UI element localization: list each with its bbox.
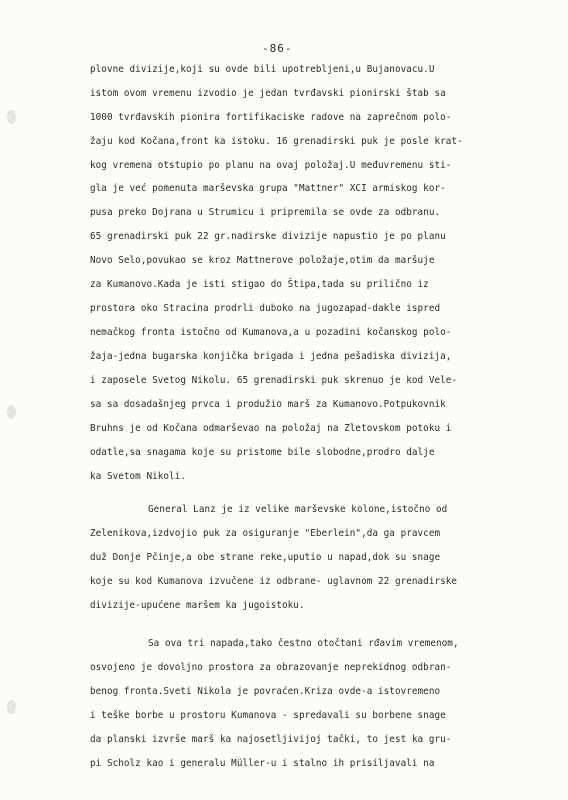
text-line: prostora oko Stracina prodrli duboko na jugozapad-dakle ispred — [90, 303, 441, 314]
text-line: da planski izvrše marš ka najosetljivijoj tački, to jest ka gru- — [90, 734, 452, 745]
text-line: sa sa dosadašnjeg prvca i produžio marš za Kumanovo.Potpukovnik — [90, 399, 446, 410]
punch-hole — [7, 700, 16, 714]
text-line: Sa ova tri napada,tako čestno otočtani rđavim vremenom, — [148, 638, 459, 649]
text-line: plovne divizije,koji su ovde bili upotrebljeni,u Bujanovacu.U — [90, 64, 435, 75]
text-line: Bruhns je od Kočana odmarševao na položaj na Zletovskom potoku i — [90, 423, 452, 434]
text-line: kog vremena otstupio po planu na ovaj položaj.U međuvremenu sti- — [90, 160, 452, 171]
punch-hole — [7, 110, 16, 124]
text-line: nemačkog fronta istočno od Kumanova,a u pozadini kočanskog polo- — [90, 327, 452, 338]
text-line: žaja-jedna bugarska konjička brigada i jedna pešadiska divizija, — [90, 351, 452, 362]
text-line: osvojeno je dovoljno prostora za obrazovanje neprekidnog odbran- — [90, 662, 452, 673]
text-line: ka Svetom Nikoli. — [90, 471, 187, 482]
text-line: koje su kod Kumanova izvučene iz odbrane- uglavnom 22 grenadirske — [90, 576, 458, 587]
text-line: za Kumanovo.Kada je isti stigao do Štipa,tada su prilično iz — [90, 279, 429, 290]
text-line: i teške borbe u prostoru Kumanova - spredavali su borbene snage — [90, 710, 446, 721]
text-line: gla je već pomenuta marševska grupa "Mattner" XCI armiskog kor- — [90, 183, 446, 194]
text-line: divizije-upućene maršem ka jugoistoku. — [90, 600, 305, 611]
text-line: Novo Selo,povukao se kroz Mattnerove položaje,otim da maršuje — [90, 255, 435, 266]
text-line: pusa preko Dojrana u Strumicu i pripremila se ovde za odbranu. — [90, 207, 441, 218]
text-line: istom ovom vremenu izvodio je jedan tvrđavski pionirski štab sa — [90, 88, 446, 99]
text-line: benog fronta.Sveti Nikola je povraćen.Kriza ovde-a istovremeno — [90, 686, 441, 697]
page-number: -86- — [262, 42, 293, 55]
text-line: žaju kod Kočana,front ka istoku. 16 grenadirski puk je posle krat- — [90, 136, 463, 147]
text-line: 65 grenadirski puk 22 gr.nadirske divizije napustio je po planu — [90, 231, 446, 242]
text-line: i zaposele Svetog Nikolu. 65 grenadirski puk skrenuo je kod Vele- — [90, 375, 458, 386]
text-line: Zelenikova,izdvojio puk za osiguranje "Eberlein",da ga pravcem — [90, 528, 441, 539]
punch-hole — [7, 405, 16, 419]
text-line: 1000 tvrđavskih pionira fortifikaciske radove na zaprečnom polo- — [90, 112, 452, 123]
text-line: General Lanz je iz velike marševske kolone,istočno od — [148, 504, 448, 515]
text-line: duž Donje Pčinje,a obe strane reke,uputio u napad,dok su snage — [90, 552, 441, 563]
text-line: pi Scholz kao i generalu Müller-u i stalno ih prisiljavali na — [90, 758, 435, 769]
text-line: odatle,sa snagama koje su pristome bile slobodne,prodro dalje — [90, 447, 435, 458]
